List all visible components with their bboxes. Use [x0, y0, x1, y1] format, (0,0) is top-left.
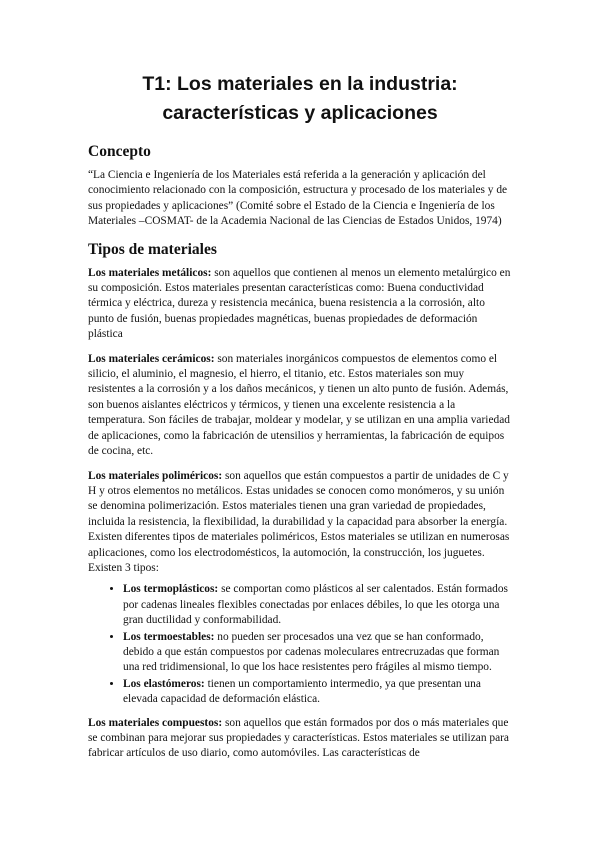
list-item-thermosets: [123, 630, 512, 676]
metallic-lead: Los materiales metálicos:: [88, 266, 212, 279]
section-heading-concepto: Concepto: [88, 143, 151, 160]
concept-quote: “La Ciencia e Ingeniería de los Materiales está referida a la generación y aplicación del conocimiento relacionado con la composición, estructura y procesado de los materiales y de sus propiedades y aplicaciones” (Comité sobre el Estado de la Ciencia e Ingeniería de los Materiales –COSMAT- de la Academia Nacional de las Ciencias de Estados Unidos, 1974): [88, 169, 508, 228]
composite-lead: Los materiales compuestos:: [88, 716, 223, 729]
polymeric-lead: Los materiales poliméricos:: [88, 469, 223, 482]
elastomers-text: tienen un comportamiento intermedio, ya que presentan una elevada capacidad de deformación elástica.: [123, 677, 481, 706]
polymer-types-list: [88, 582, 512, 707]
polymeric-text: son aquellos que están compuestos a partir de unidades de C y H y otros elementos no metálicos. Estas unidades se conocen como monómeros, y su unión se denomina polimerización. Estos materiales tienen una gran variedad de propiedades, incluida la resistencia, la flexibilidad, la durabilidad y la capacidad para absorber la energía. Existen diferentes tipos de materiales poliméricos, Estos materiales se utilizan en numerosas aplicaciones, como los electrodomésticos, la automoción, la construcción, los juguetes. Existen 3 tipos:: [88, 469, 510, 574]
list-item-thermoplastics: [123, 582, 512, 628]
metallic-text: son aquellos que contienen al menos un elemento metalúrgico en su composición. Estos materiales presentan características como: Buena conductividad térmica y eléctrica, dureza y resistencia mecánica, buena resistencia a la corrosión, alto punto de fusión, buenas propiedades magnéticas, buenas propiedades de deformación plástica: [88, 266, 511, 341]
paragraph-metallic: [88, 266, 512, 343]
composite-text: son aquellos que están formados por dos o más materiales que se combinan para mejorar sus propiedades y características. Estos materiales se utilizan para fabricar artículos de uso diario, como automóviles. Las características de: [88, 716, 509, 760]
document-title: T1: Los materiales en la industria: características y aplicaciones: [142, 73, 458, 124]
paragraph-composite: [88, 716, 512, 762]
ceramic-text: son materiales inorgánicos compuestos de elementos como el silicio, el aluminio, el magnesio, el hierro, el titanio, etc. Estos materiales son muy resistentes a la corrosión y a los daños mecánicos, y tienen un alto punto de fusión. Además, son buenos aislantes eléctricos y térmicos, y tienen una excelente resistencia a la temperatura. Son fáciles de trabajar, moldear y modelar, y se utilizan en una amplia variedad de aplicaciones, como la fabricación de utensilios y herramientas, la fabricación de equipos de cocina, etc.: [88, 352, 510, 458]
elastomers-lead: Los elastómeros:: [123, 677, 205, 690]
section-heading-tipos: Tipos de materiales: [88, 240, 217, 258]
paragraph-ceramic: [88, 352, 512, 460]
paragraph-polymeric: [88, 469, 512, 577]
ceramic-lead: Los materiales cerámicos:: [88, 352, 215, 365]
thermoplastics-lead: Los termoplásticos:: [123, 583, 219, 596]
thermosets-lead: Los termoestables:: [123, 630, 215, 643]
thermoplastics-text: se comportan como plásticos al ser calentados. Están formados por cadenas lineales flexibles conectadas por enlaces débiles, lo que les otorga una gran ductilidad y conformabilidad.: [123, 583, 508, 627]
list-item-elastomers: [123, 677, 512, 708]
thermosets-text: no pueden ser procesados una vez que se han conformado, debido a que están compuestos por cadenas moleculares entrecruzadas que forman una red tridimensional, lo que los hace resistentes pero frágiles al mismo tiempo.: [123, 630, 500, 674]
